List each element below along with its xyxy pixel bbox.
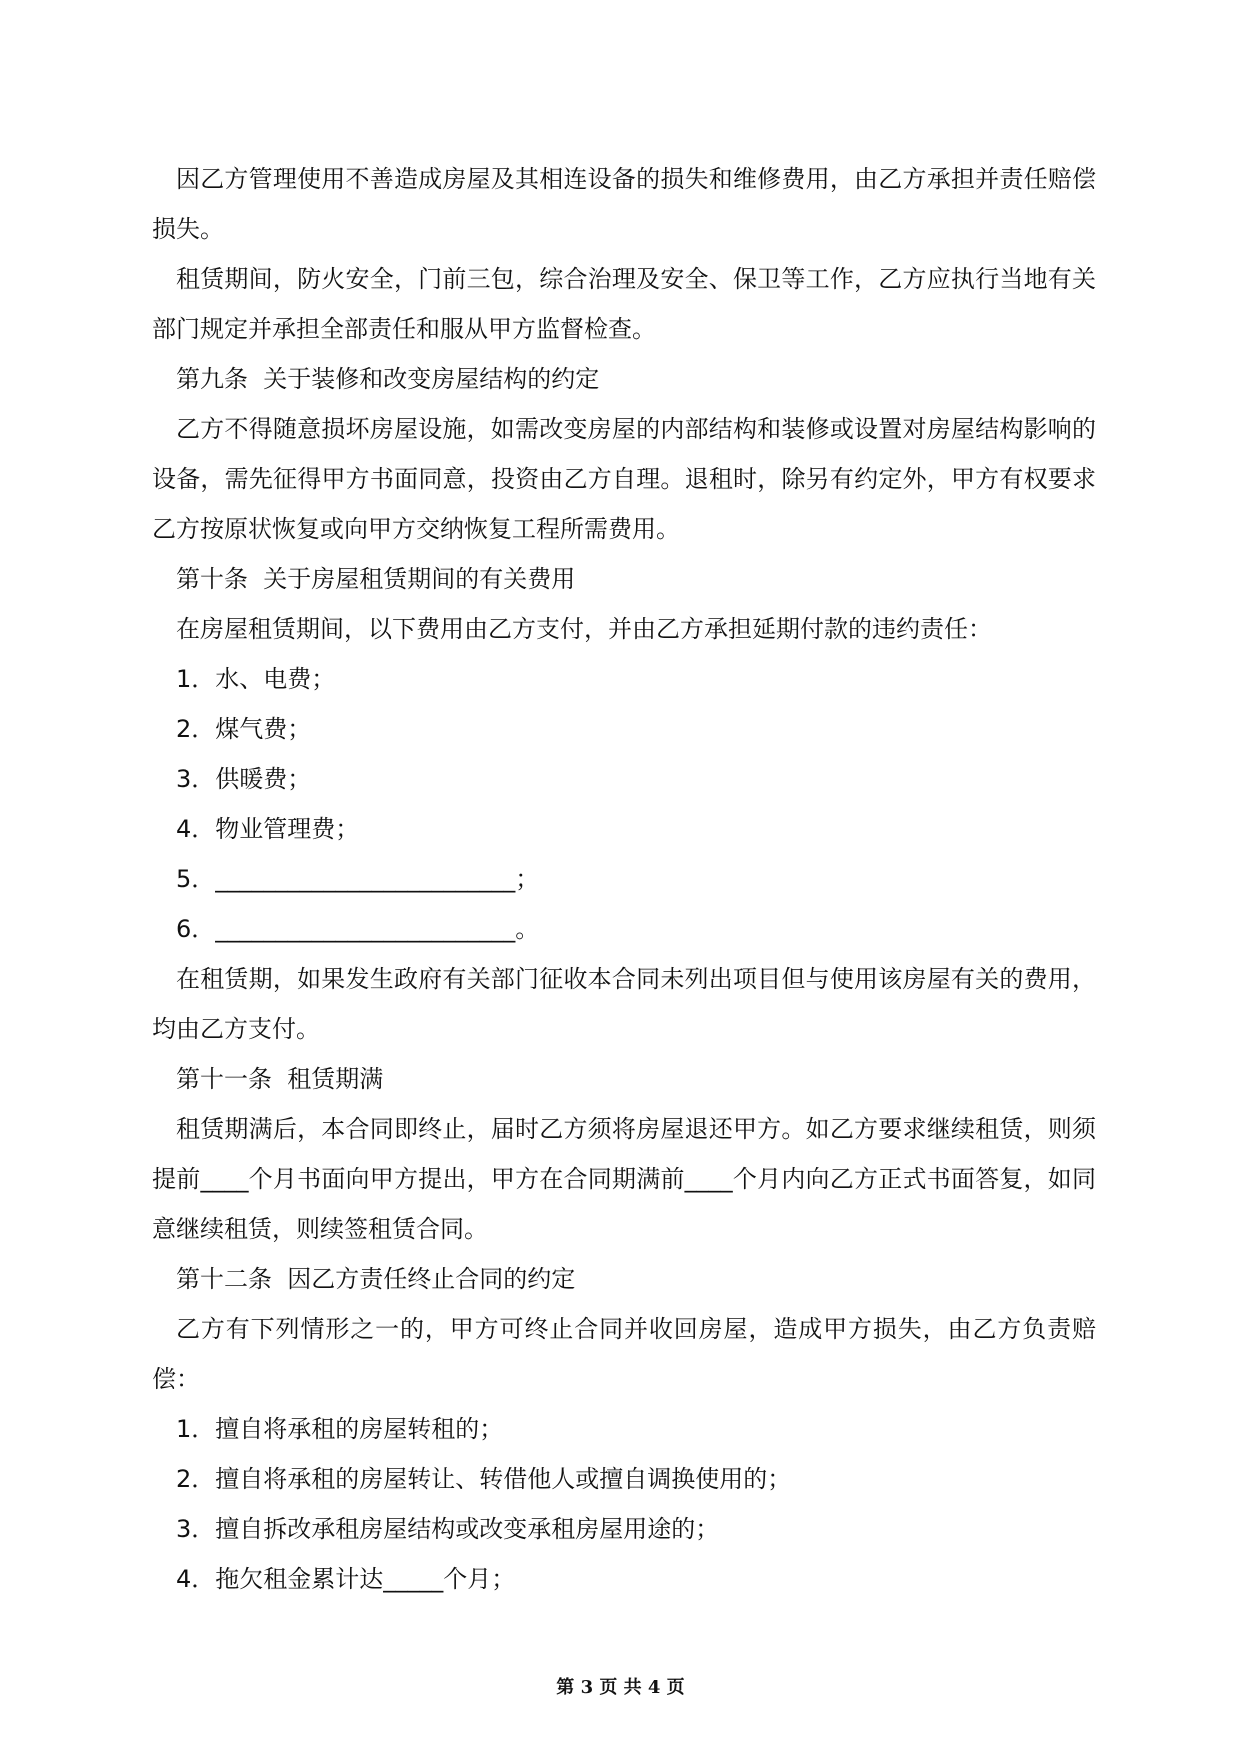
section-heading: 第十二条 因乙方责任终止合同的约定 <box>176 1265 576 1293</box>
paragraph: 乙方不得随意损坏房屋设施，如需改变房屋的内部结构和装修或设置对房屋结构影响的设备，需先征得甲方书面同意，投资由乙方自理。退租时，除另有约定外，甲方有权要求乙方按原状恢复或向甲方交纳恢复工程所需费用。 <box>152 415 1096 543</box>
section-heading: 第十一条 租赁期满 <box>176 1065 384 1093</box>
list-item: 3．供暖费； <box>176 765 312 793</box>
document-body <box>152 154 1096 1604</box>
list-item: 2．擅自将承租的房屋转让、转借他人或擅自调换使用的； <box>176 1465 792 1493</box>
list-item: 6．_________________________。 <box>176 915 540 943</box>
paragraph: 在租赁期，如果发生政府有关部门征收本合同未列出项目但与使用该房屋有关的费用，均由乙方支付。 <box>152 965 1096 1043</box>
paragraph: 因乙方管理使用不善造成房屋及其相连设备的损失和维修费用，由乙方承担并责任赔偿损失。 <box>152 165 1096 243</box>
list-item: 1．擅自将承租的房屋转租的； <box>176 1415 504 1443</box>
paragraph: 租赁期满后，本合同即终止，届时乙方须将房屋退还甲方。如乙方要求继续租赁，则须提前____个月书面向甲方提出，甲方在合同期满前____个月内向乙方正式书面答复，如同意继续租赁，则续签租赁合同。 <box>152 1115 1096 1243</box>
paragraph: 租赁期间，防火安全，门前三包，综合治理及安全、保卫等工作，乙方应执行当地有关部门规定并承担全部责任和服从甲方监督检查。 <box>152 265 1096 343</box>
list-item: 1．水、电费； <box>176 665 336 693</box>
paragraph: 乙方有下列情形之一的，甲方可终止合同并收回房屋，造成甲方损失，由乙方负责赔偿： <box>152 1315 1096 1393</box>
section-heading: 第九条 关于装修和改变房屋结构的约定 <box>176 365 600 393</box>
list-item: 3．擅自拆改承租房屋结构或改变承租房屋用途的； <box>176 1515 720 1543</box>
list-item: 4．拖欠租金累计达_____个月； <box>176 1565 516 1593</box>
list-item: 4．物业管理费； <box>176 815 360 843</box>
page-number-footer: 第 3 页 共 4 页 <box>556 1677 685 1698</box>
section-heading: 第十条 关于房屋租赁期间的有关费用 <box>176 565 576 593</box>
list-item: 2．煤气费； <box>176 715 312 743</box>
list-item: 5．_________________________； <box>176 865 540 893</box>
paragraph: 在房屋租赁期间，以下费用由乙方支付，并由乙方承担延期付款的违约责任： <box>176 615 992 643</box>
